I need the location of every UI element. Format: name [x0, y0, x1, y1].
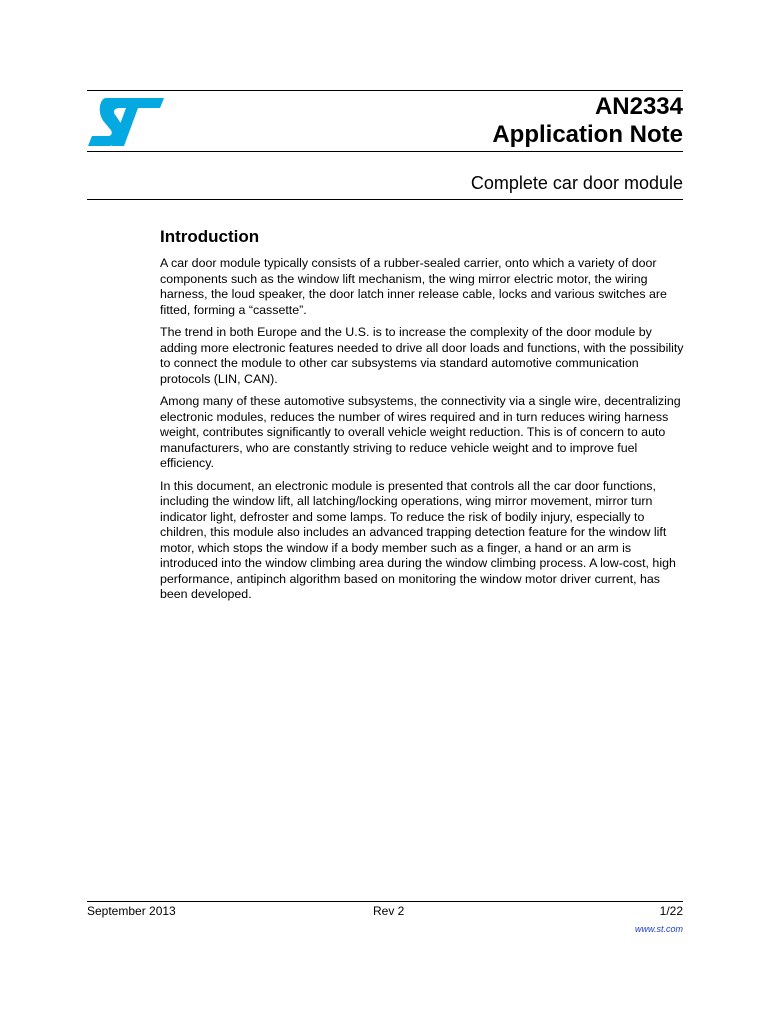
paragraph: The trend in both Europe and the U.S. is to increase the complexity of the door module by adding more electronic features needed to drive all door loads and functions, with the possibility to connect the module to other car subsystems via standard automotive communication protocols (LIN, CAN).	[160, 325, 684, 386]
paragraph: A car door module typically consists of a rubber-sealed carrier, onto which a variety of door components such as the window lift mechanism, the wing mirror electric motor, the wiring harness, the loud speaker, the door latch inner release cable, locks and various switches are fitted, forming a “cassette”.	[160, 256, 667, 317]
document-type: Application Note	[492, 121, 683, 148]
paragraph: Among many of these automotive subsystems, the connectivity via a single wire, decentralizing electronic modules, reduces the number of wires required and in turn reduces wiring harness weight, contributes significantly to overall vehicle weight reduction. This is of concern to auto manufacturers, who are constantly striving to reduce vehicle weight and to improve fuel efficiency.	[160, 394, 681, 470]
subtitle-rule	[87, 199, 683, 200]
document-subtitle: Complete car door module	[470, 173, 683, 193]
paragraph: In this document, an electronic module is presented that controls all the car door functions, including the window lift, all latching/locking operations, wing mirror movement, mirror turn indicator light, defroster and some lamps. To reduce the risk of bodily injury, especially to children, this module also includes an advanced trapping detection feature for the window lift motor, which stops the window if a body member such as a finger, a hand or an arm is introduced into the window climbing area during the window climbing process. A low-cost, high performance, antipinch algorithm based on monitoring the window motor driver current, has been developed.	[160, 478, 676, 601]
footer-row	[87, 904, 683, 924]
main-content	[160, 226, 684, 610]
page-footer	[87, 901, 683, 934]
header-bottom-rule	[87, 151, 683, 152]
footer-date: September 2013	[87, 904, 176, 918]
footer-revision: Rev 2	[373, 904, 405, 918]
document-number: AN2334	[594, 93, 683, 120]
footer-page-number: 1/22	[659, 904, 683, 918]
st-logo-icon	[86, 96, 166, 148]
section-heading: Introduction	[160, 227, 260, 246]
header-top-rule	[87, 90, 683, 91]
document-title-block	[492, 93, 683, 149]
footer-website-link[interactable]: www.st.com	[634, 924, 683, 934]
